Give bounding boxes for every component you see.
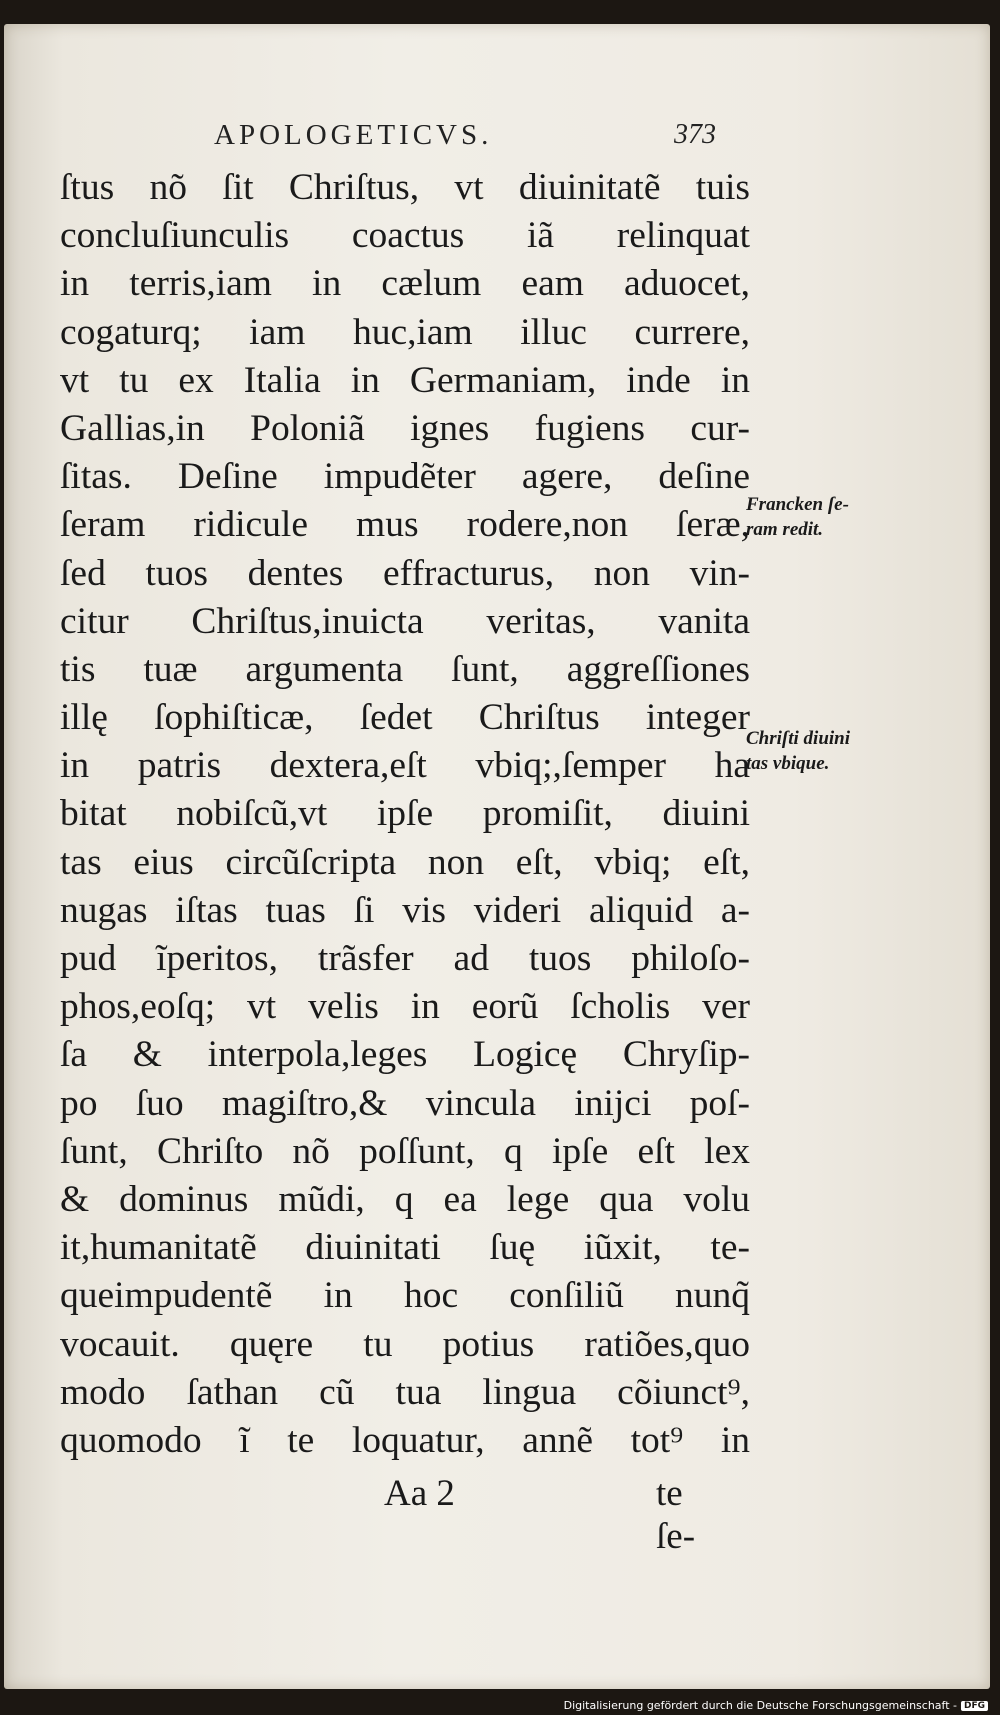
text-line: it,humanitatẽ diuinitati ſuę iũxit, te-: [60, 1227, 750, 1269]
text-line: ſeram ridicule mus rodere,non ſeræ,: [60, 504, 750, 546]
text-line: vt tu ex Italia in Germaniam, inde in: [60, 359, 750, 401]
text-line: tis tuæ argumenta ſunt, aggreſſiones: [60, 648, 750, 690]
running-head: APOLOGETICVS.: [214, 119, 493, 151]
marginal-note-line: Chriſti diuini: [746, 728, 851, 749]
body-text: [60, 164, 750, 1465]
text-line: ſtus nõ ſit Chriſtus, vt diuinitatẽ tuis: [60, 167, 750, 208]
text-line: ſunt, Chriſto nõ poſſunt, q ipſe eſt lex: [60, 1130, 750, 1172]
text-line: Gallias,in Poloniã ignes fugiens cur-: [60, 407, 750, 449]
book-page: [4, 24, 990, 1689]
marginal-note: [746, 726, 926, 776]
text-line: concluſiunculis coactus iã relinquat: [60, 215, 750, 257]
page-number: 373: [674, 119, 716, 150]
text-line: ſa & interpola,leges Logicę Chryſip-: [60, 1034, 750, 1076]
signature-mark: Aa 2: [384, 1473, 455, 1514]
text-line: queimpudentẽ in hoc conſiliũ nunq̃: [60, 1275, 750, 1317]
marginal-note-line: tas vbique.: [746, 753, 830, 774]
text-line: quomodo ĩ te loquatur, annẽ tot⁹ in: [60, 1419, 750, 1461]
digitization-credit: [564, 1699, 988, 1712]
text-line: citur Chriſtus,inuicta veritas, vanita: [60, 600, 750, 642]
text-line: bitat nobiſcũ,vt ipſe promiſit, diuini: [60, 793, 750, 835]
text-line: ſed tuos dentes effracturus, non vin-: [60, 552, 750, 594]
marginal-note-line: Francken ſe-: [746, 494, 849, 515]
text-line: nugas iſtas tuas ſi vis videri aliquid a-: [60, 889, 750, 931]
credit-text: Digitalisierung gefördert durch die Deutsche Forschungsgemeinschaft -: [563, 1699, 957, 1712]
text-line: modo ſathan cũ tua lingua cõiunct⁹,: [60, 1371, 750, 1413]
page-footer: [384, 1472, 724, 1557]
page-header: [204, 119, 764, 159]
text-line: vocauit. quęre tu potius ratiões,quo: [60, 1323, 750, 1365]
text-line: illę ſophiſticæ, ſedet Chriſtus integer: [60, 697, 750, 739]
text-line: pud ĩperitos, trãsfer ad tuos philoſo-: [60, 938, 750, 979]
text-line: phos,eoſq; vt velis in eorũ ſcholis ver: [60, 986, 750, 1028]
marginal-note-line: ram redit.: [746, 519, 824, 540]
text-line: tas eius circũſcripta non eſt, vbiq; eſt,: [60, 841, 750, 883]
dfg-logo-icon: DFG: [961, 1701, 988, 1711]
text-line: po ſuo magiſtro,& vincula inijci poſ-: [60, 1082, 750, 1124]
text-line: cogaturq; iam huc,iam illuc currere,: [60, 311, 750, 353]
text-line: in terris,iam in cælum eam aduocet,: [60, 263, 750, 305]
text-line: in patris dextera,eſt vbiq;,ſemper ha: [60, 745, 750, 787]
text-line: & dominus mũdi, q ea lege qua volu: [60, 1178, 750, 1220]
marginal-note: [746, 492, 926, 542]
text-line: ſitas. Deſine impudẽter agere, deſine: [60, 456, 750, 498]
catchword: te ſe-: [656, 1473, 696, 1557]
